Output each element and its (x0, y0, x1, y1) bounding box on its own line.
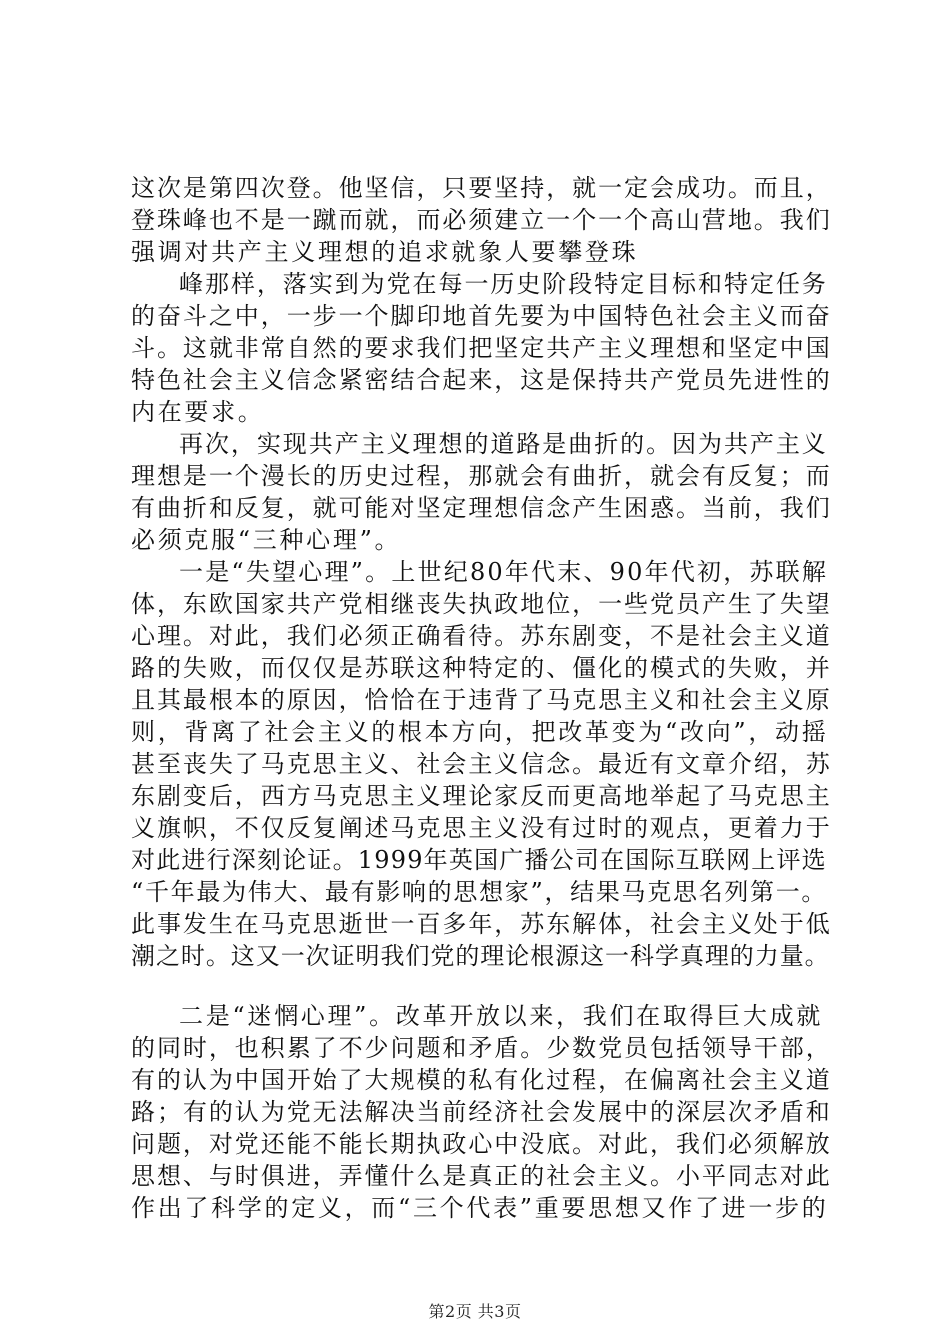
text-line: 必须克服“三种心理”。 (131, 526, 402, 554)
text-line: 甚至丧失了马克思主义、社会主义信念。最近有文章介绍，苏 (131, 750, 832, 778)
text-line: 对此进行深刻论证。1999年英国广播公司在国际互联网上评选 (131, 846, 827, 874)
text-line: 问题，对党还能不能长期执政心中没底。对此，我们必须解放 (131, 1130, 832, 1158)
text-line: 有曲折和反复，就可能对坚定理想信念产生困惑。当前，我们 (131, 494, 832, 522)
text-line: “千年最为伟大、最有影响的思想家”，结果马克思名列第一。 (131, 878, 828, 906)
text-line: 的同时，也积累了不少问题和矛盾。少数党员包括领导干部， (131, 1034, 832, 1062)
text-line: 且其最根本的原因，恰恰在于违背了马克思主义和社会主义原 (131, 686, 832, 714)
text-line: 思想、与时俱进，弄懂什么是真正的社会主义。小平同志对此 (131, 1162, 832, 1190)
text-line: 体，东欧国家共产党相继丧失执政地位，一些党员产生了失望 (131, 590, 832, 618)
text-line: 内在要求。 (131, 398, 265, 426)
text-line: 东剧变后，西方马克思主义理论家反而更高地举起了马克思主 (131, 782, 832, 810)
text-line: 这次是第四次登。他坚信，只要坚持，就一定会成功。而且， (131, 174, 832, 202)
paragraph-first-line: 峰那样，落实到为党在每一历史阶段特定目标和特定任务 (179, 270, 828, 298)
paragraph-first-line: 一是“失望心理”。上世纪80年代末、90年代初，苏联解 (179, 558, 829, 586)
text-line: 有的认为中国开始了大规模的私有化过程，在偏离社会主义道 (131, 1066, 832, 1094)
text-line: 义旗帜，不仅反复阐述马克思主义没有过时的观点，更着力于 (131, 814, 832, 842)
text-line: 作出了科学的定义，而“三个代表”重要思想又作了进一步的 (131, 1194, 829, 1222)
text-line: 强调对共产主义理想的追求就象人要攀登珠 (131, 238, 639, 266)
page-footer: 第2页 共3页 (428, 1302, 522, 1321)
paragraph-first-line: 再次，实现共产主义理想的道路是曲折的。因为共产主义 (179, 430, 828, 458)
text-line: 的奋斗之中，一步一个脚印地首先要为中国特色社会主义而奋 (131, 302, 832, 330)
text-line: 则，背离了社会主义的根本方向，把改革变为“改向”，动摇 (131, 718, 829, 746)
text-line: 特色社会主义信念紧密结合起来，这是保持共产党员先进性的 (131, 366, 832, 394)
text-line: 心理。对此，我们必须正确看待。苏东剧变，不是社会主义道 (131, 622, 832, 650)
paragraph-first-line: 二是“迷惘心理”。改革开放以来，我们在取得巨大成就 (179, 1002, 824, 1030)
text-line: 斗。这就非常自然的要求我们把坚定共产主义理想和坚定中国 (131, 334, 832, 362)
text-line: 路；有的认为党无法解决当前经济社会发展中的深层次矛盾和 (131, 1098, 832, 1126)
text-line: 路的失败，而仅仅是苏联这种特定的、僵化的模式的失败，并 (131, 654, 832, 682)
text-line: 潮之时。这又一次证明我们党的理论根源这一科学真理的力量。 (131, 942, 830, 970)
text-line: 此事发生在马克思逝世一百多年，苏东解体，社会主义处于低 (131, 910, 832, 938)
text-line: 理想是一个漫长的历史过程，那就会有曲折，就会有反复；而 (131, 462, 832, 490)
text-line: 登珠峰也不是一蹴而就，而必须建立一个一个高山营地。我们 (131, 206, 832, 234)
